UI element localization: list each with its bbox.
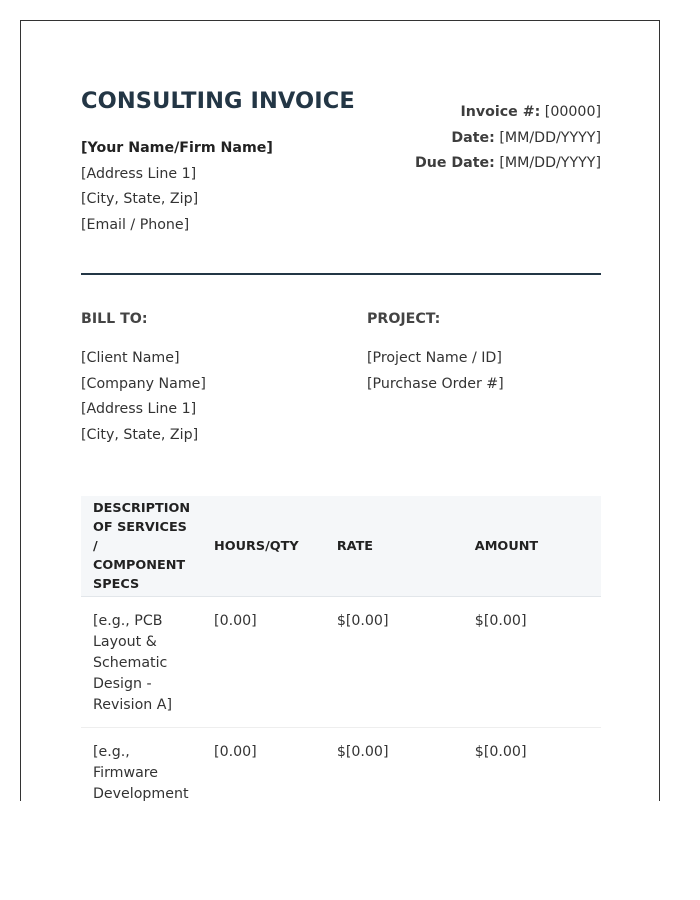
header-divider: [81, 273, 601, 275]
rate-column-header: RATE: [325, 496, 463, 597]
rate-cell: $[0.00]: [325, 728, 463, 802]
sender-city-line: [City, State, Zip]: [81, 191, 199, 207]
amount-cell: $[0.00]: [463, 597, 601, 728]
project-heading: PROJECT:: [367, 311, 441, 327]
purchase-order-line: [Purchase Order #]: [367, 375, 504, 392]
sender-firm-name: [Your Name/Firm Name]: [81, 140, 273, 156]
client-address-line: [Address Line 1]: [81, 401, 197, 417]
hours-qty-cell: [0.00]: [202, 597, 325, 728]
client-city-line: [City, State, Zip]: [81, 426, 199, 443]
invoice-due-date-row: [415, 151, 601, 177]
hours-qty-cell: [0.00]: [202, 728, 325, 802]
sender-contact-line: [Email / Phone]: [81, 216, 190, 233]
project-block: [367, 311, 601, 397]
client-name-line: [Client Name]: [81, 350, 180, 366]
rate-cell: $[0.00]: [325, 597, 463, 728]
project-name-line: [Project Name / ID]: [367, 350, 502, 366]
invoice-title: CONSULTING INVOICE: [81, 88, 355, 114]
invoice-number-value: [00000]: [544, 104, 601, 120]
description-cell: [e.g., Firmware Development: [81, 728, 202, 802]
amount-column-header: AMOUNT: [463, 496, 601, 597]
invoice-date-value: [MM/DD/YYYY]: [499, 129, 601, 146]
table-header-row: [81, 496, 601, 597]
line-items-table: [81, 496, 601, 801]
hours-qty-column-header: HOURS/QTY: [202, 496, 325, 597]
table-row: [81, 728, 601, 802]
sender-address-line: [Address Line 1]: [81, 165, 197, 182]
invoice-meta: [415, 100, 601, 177]
invoice-number-row: [415, 100, 601, 126]
bill-to-heading: BILL TO:: [81, 311, 148, 327]
invoice-date-row: [415, 126, 601, 152]
sender-block: [81, 136, 273, 238]
invoice-page: [20, 20, 660, 801]
table-row: [81, 597, 601, 728]
invoice-due-date-label: Due Date:: [414, 155, 495, 171]
company-name-line: [Company Name]: [81, 375, 206, 392]
invoice-date-label: Date:: [451, 129, 495, 146]
bill-to-block: [81, 311, 341, 448]
invoice-due-date-value: [MM/DD/YYYY]: [499, 155, 601, 171]
amount-cell: $[0.00]: [463, 728, 601, 802]
description-column-header: DESCRIPTION OF SERVICES / COMPONENT SPECS: [81, 496, 202, 597]
invoice-number-label: Invoice #:: [460, 104, 541, 120]
description-cell: [e.g., PCB Layout & Schematic Design - Revision A]: [81, 597, 202, 728]
